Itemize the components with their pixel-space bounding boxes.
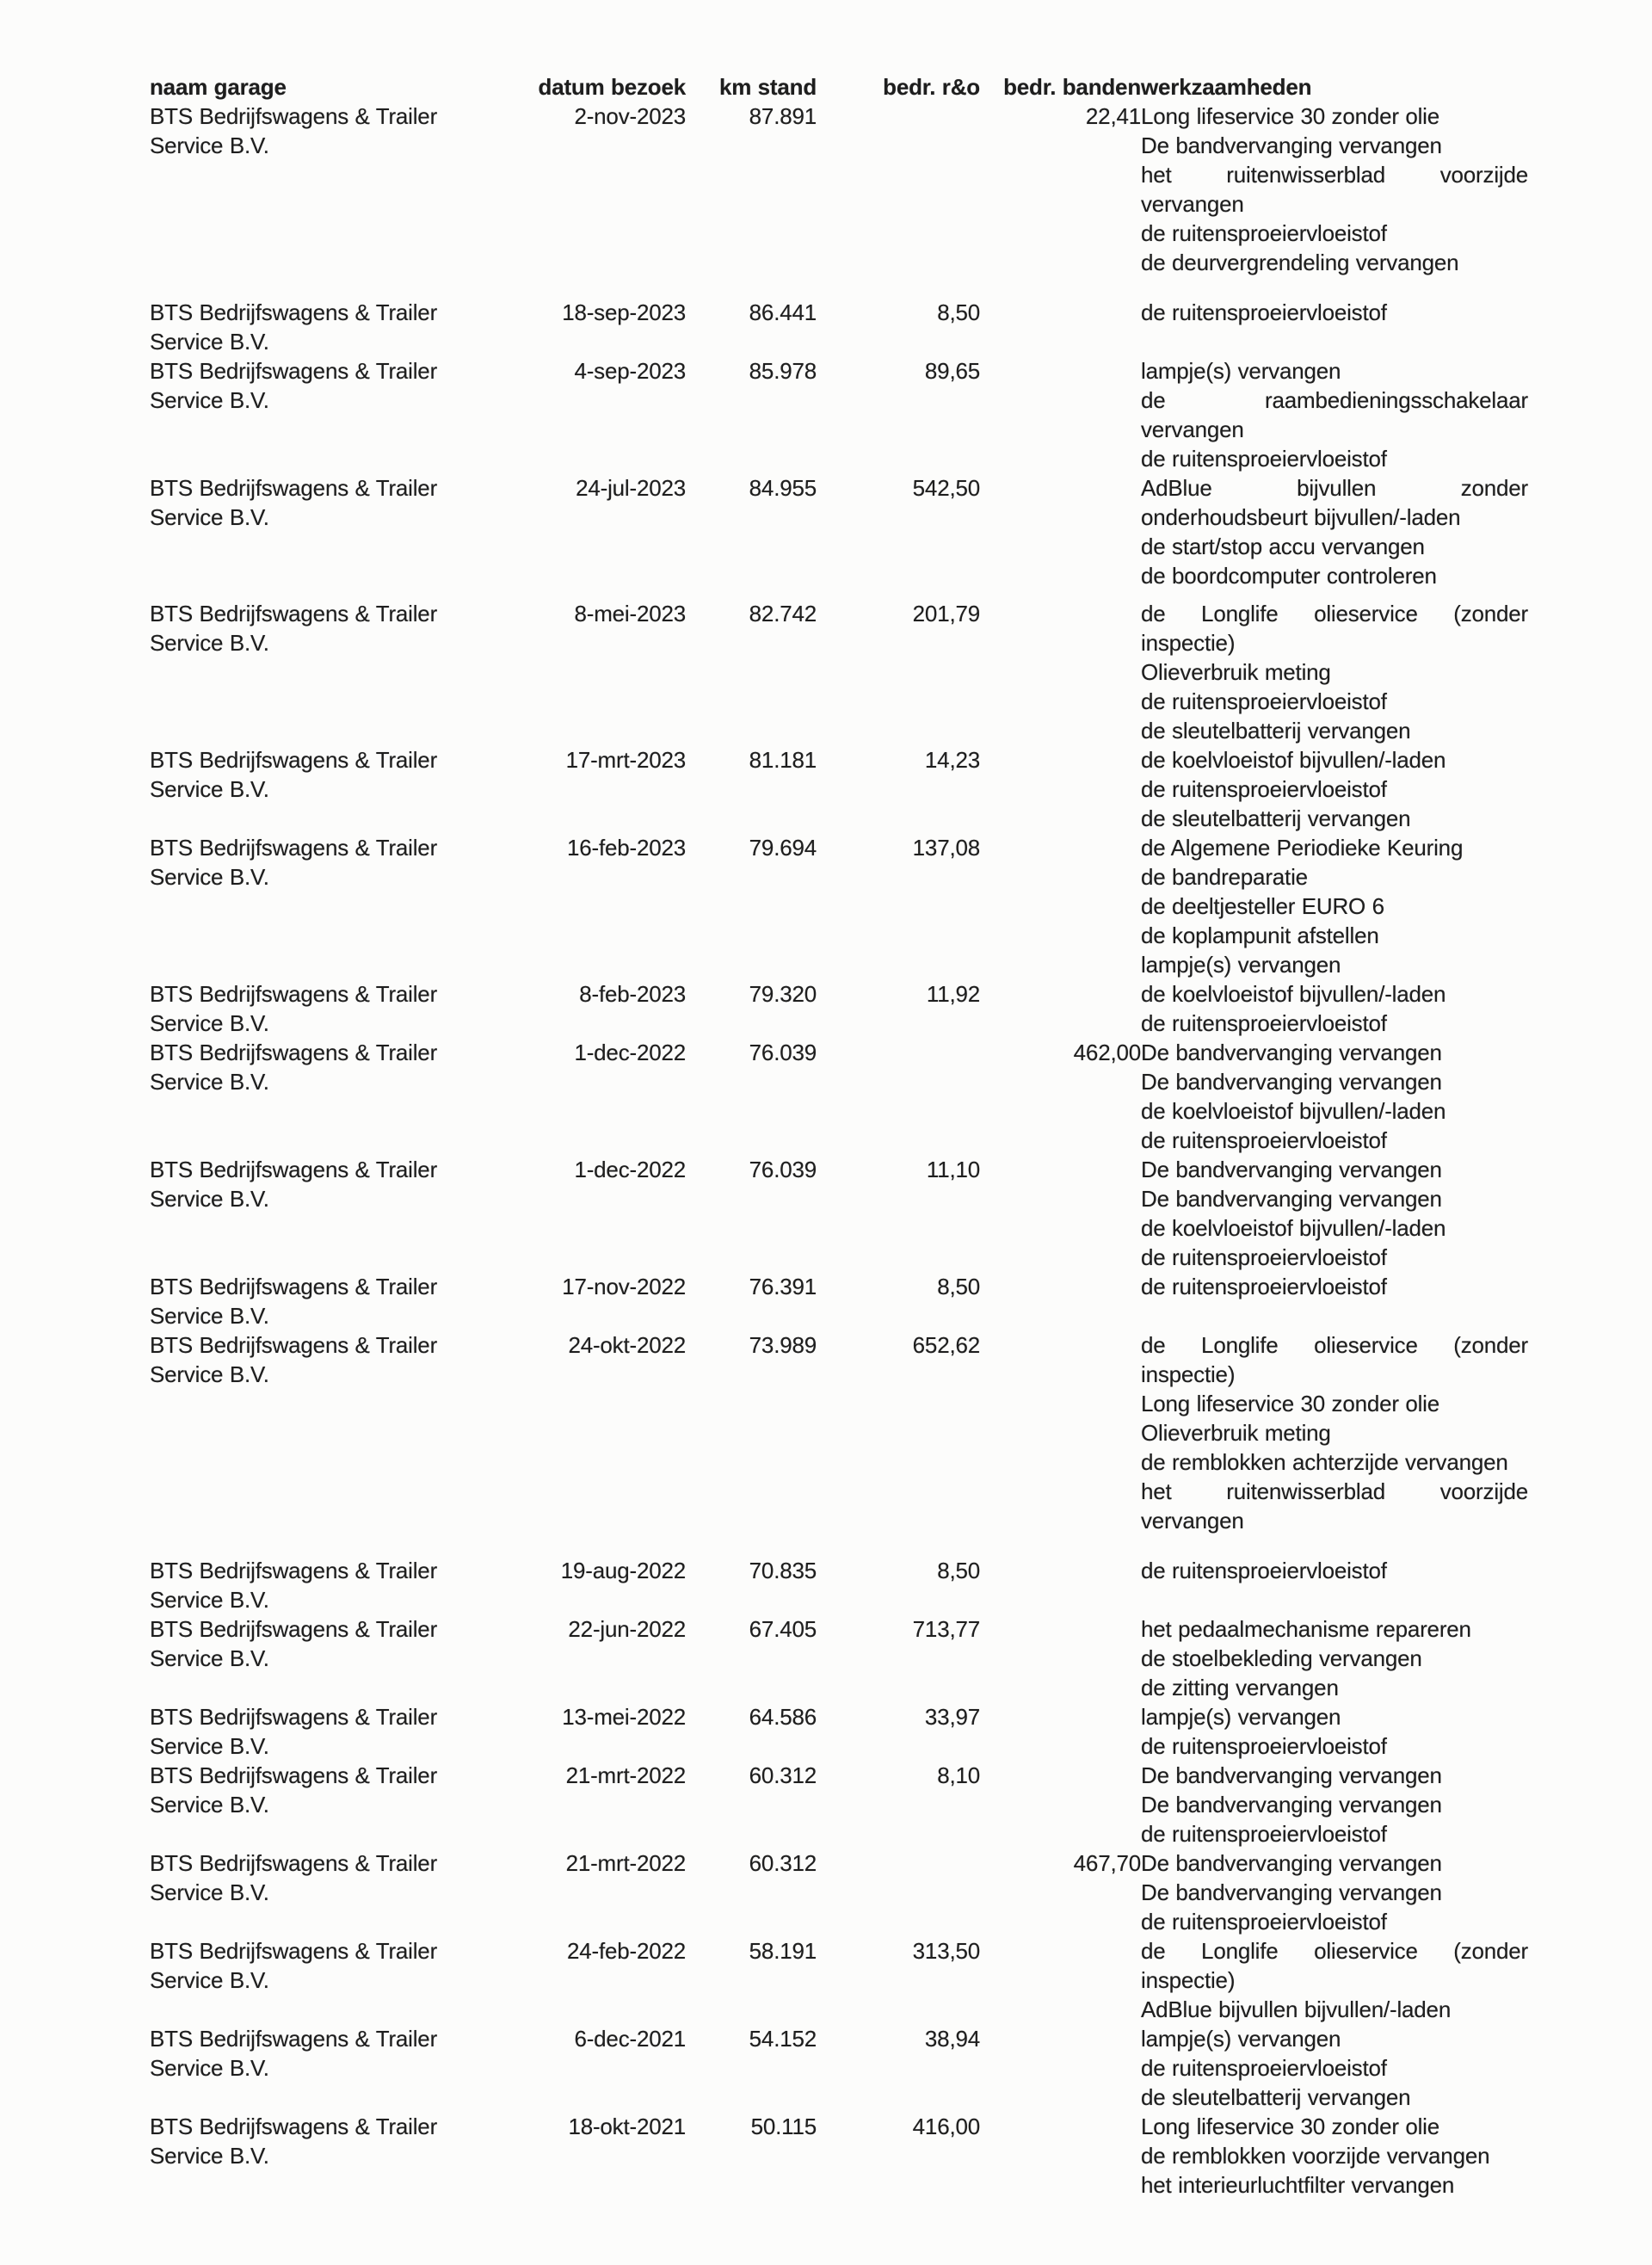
amount-tyres: 462,00	[1073, 1040, 1141, 1065]
amount-tyres	[980, 1155, 1141, 1272]
work-item: de sleutelbatterij vervangen	[1141, 805, 1411, 831]
garage-name: BTS Bedrijfswagens & Trailer Service B.V.	[150, 1938, 438, 1993]
work-item: de koelvloeistof bijvullen/-laden	[1141, 981, 1446, 1007]
amount-tyres: 22,41	[1085, 103, 1141, 129]
work-item: de ruitensproeiervloeistof	[1141, 1010, 1387, 1036]
visit-date: 18-sep-2023	[562, 299, 686, 325]
work-item: de koelvloeistof bijvullen/-laden	[1141, 1215, 1446, 1241]
amount-tyres	[980, 1936, 1141, 2024]
table-row	[150, 102, 1528, 298]
amount-tyres	[980, 1614, 1141, 1702]
work-item: Long lifeservice 30 zonder olie	[1141, 103, 1440, 129]
visit-date: 24-feb-2022	[566, 1938, 686, 1964]
table-row	[150, 1761, 1528, 1848]
amount-tyres	[980, 745, 1141, 833]
column-header-amount-ro: bedr. r&o	[883, 74, 980, 100]
amount-tyres	[980, 298, 1141, 356]
garage-name: BTS Bedrijfswagens & Trailer Service B.V.	[150, 358, 438, 413]
km-reading: 85.978	[749, 358, 817, 384]
work-item: de ruitensproeiervloeistof	[1141, 446, 1387, 472]
work-items	[1141, 1155, 1528, 1272]
garage-name: BTS Bedrijfswagens & Trailer Service B.V.	[150, 1762, 438, 1818]
table-row	[150, 833, 1528, 979]
work-item: De bandvervanging vervangen	[1141, 1879, 1442, 1905]
garage-name: BTS Bedrijfswagens & Trailer Service B.V.	[150, 103, 438, 158]
work-item: de zitting vervangen	[1141, 1675, 1339, 1700]
amount-tyres	[980, 833, 1141, 979]
visit-date: 21-mrt-2022	[565, 1762, 686, 1788]
work-item: de ruitensproeiervloeistof	[1141, 2055, 1387, 2081]
work-item: lampje(s) vervangen	[1141, 1704, 1341, 1730]
table-row	[150, 1155, 1528, 1272]
amount-ro: 38,94	[924, 2026, 980, 2052]
work-item: AdBlue bijvullen zonder onderhoudsbeurt bijvullen/-laden	[1141, 475, 1528, 530]
work-item: de sleutelbatterij vervangen	[1141, 2084, 1411, 2110]
work-items	[1141, 1272, 1528, 1330]
km-reading: 76.391	[749, 1274, 817, 1299]
work-item: de remblokken voorzijde vervangen	[1141, 2143, 1490, 2169]
work-item: De bandvervanging vervangen	[1141, 1186, 1442, 1212]
amount-ro: 313,50	[912, 1938, 980, 1964]
column-header-visit-date: datum bezoek	[538, 74, 686, 100]
visit-date: 16-feb-2023	[566, 835, 686, 861]
work-item: de ruitensproeiervloeistof	[1141, 1127, 1387, 1153]
amount-tyres	[980, 1702, 1141, 1761]
garage-name: BTS Bedrijfswagens & Trailer Service B.V.	[150, 1332, 438, 1387]
work-item: de koelvloeistof bijvullen/-laden	[1141, 747, 1446, 773]
visit-date: 24-okt-2022	[568, 1332, 686, 1358]
work-item: De bandvervanging vervangen	[1141, 1792, 1442, 1818]
km-reading: 50.115	[750, 2114, 817, 2139]
amount-ro: 8,50	[937, 1558, 980, 1583]
garage-name: BTS Bedrijfswagens & Trailer Service B.V.	[150, 475, 438, 530]
work-item: lampje(s) vervangen	[1141, 2026, 1341, 2052]
visit-date: 6-dec-2021	[574, 2026, 686, 2052]
visit-date: 4-sep-2023	[574, 358, 686, 384]
column-header-km: km stand	[718, 74, 817, 100]
km-reading: 82.742	[749, 601, 817, 626]
work-item: de remblokken achterzijde vervangen	[1141, 1449, 1508, 1475]
amount-ro: 542,50	[912, 475, 980, 501]
column-header-work: werkzaamheden	[1141, 74, 1312, 100]
work-item: Long lifeservice 30 zonder olie	[1141, 2114, 1440, 2139]
garage-name: BTS Bedrijfswagens & Trailer Service B.V.	[150, 1274, 438, 1329]
amount-tyres	[980, 599, 1141, 745]
km-reading: 76.039	[749, 1040, 817, 1065]
work-items	[1141, 102, 1528, 298]
amount-ro	[817, 1038, 980, 1155]
work-item: de ruitensproeiervloeistof	[1141, 776, 1387, 802]
work-item: de koplampunit afstellen	[1141, 923, 1379, 948]
amount-ro	[817, 102, 980, 298]
km-reading: 60.312	[749, 1850, 817, 1876]
amount-ro: 201,79	[912, 601, 980, 626]
work-item: De bandvervanging vervangen	[1141, 133, 1442, 158]
garage-name: BTS Bedrijfswagens & Trailer Service B.V.	[150, 1704, 438, 1759]
table-row	[150, 979, 1528, 1038]
work-items	[1141, 473, 1528, 599]
km-reading: 60.312	[749, 1762, 817, 1788]
work-items	[1141, 833, 1528, 979]
visit-date: 21-mrt-2022	[565, 1850, 686, 1876]
visit-date: 22-jun-2022	[568, 1616, 686, 1642]
amount-tyres	[980, 356, 1141, 473]
visit-date: 8-mei-2023	[574, 601, 686, 626]
visit-date: 2-nov-2023	[574, 103, 686, 129]
table-row	[150, 298, 1528, 356]
visit-date: 24-jul-2023	[576, 475, 686, 501]
work-item: de Longlife olieservice (zonder inspectie)	[1141, 1332, 1528, 1387]
amount-ro: 416,00	[912, 2114, 980, 2139]
visit-date: 18-okt-2021	[568, 2114, 686, 2139]
amount-tyres	[980, 473, 1141, 599]
work-item: lampje(s) vervangen	[1141, 952, 1341, 978]
table-row	[150, 599, 1528, 745]
work-item: de Longlife olieservice (zonder inspectie)	[1141, 1938, 1528, 1993]
amount-ro: 11,92	[926, 981, 980, 1007]
work-items	[1141, 745, 1528, 833]
work-items	[1141, 2112, 1528, 2200]
table-row	[150, 1272, 1528, 1330]
work-item: de deeltjesteller EURO 6	[1141, 893, 1384, 919]
garage-name: BTS Bedrijfswagens & Trailer Service B.V.	[150, 2026, 438, 2081]
km-reading: 86.441	[749, 299, 817, 325]
km-reading: 84.955	[749, 475, 817, 501]
work-items	[1141, 1702, 1528, 1761]
work-item: de ruitensproeiervloeistof	[1141, 220, 1387, 246]
work-item: de koelvloeistof bijvullen/-laden	[1141, 1098, 1446, 1124]
km-reading: 70.835	[749, 1558, 817, 1583]
work-item: AdBlue bijvullen bijvullen/-laden	[1141, 1997, 1452, 2022]
table-header-row	[150, 72, 1528, 102]
km-reading: 64.586	[749, 1704, 817, 1730]
amount-ro: 8,50	[937, 1274, 980, 1299]
garage-name: BTS Bedrijfswagens & Trailer Service B.V.	[150, 1157, 438, 1212]
visit-date: 1-dec-2022	[574, 1157, 686, 1182]
work-item: de ruitensproeiervloeistof	[1141, 1821, 1387, 1847]
garage-name: BTS Bedrijfswagens & Trailer Service B.V.	[150, 747, 438, 802]
garage-name: BTS Bedrijfswagens & Trailer Service B.V.	[150, 1616, 438, 1671]
table-row	[150, 745, 1528, 833]
amount-tyres	[980, 1761, 1141, 1848]
garage-name: BTS Bedrijfswagens & Trailer Service B.V.	[150, 835, 438, 890]
visit-date: 17-mrt-2023	[565, 747, 686, 773]
work-item: het pedaalmechanisme repareren	[1141, 1616, 1471, 1642]
work-item: lampje(s) vervangen	[1141, 358, 1341, 384]
table-row	[150, 1702, 1528, 1761]
km-reading: 87.891	[749, 103, 817, 129]
work-item: de deurvergrendeling vervangen	[1141, 250, 1459, 275]
work-item: de Longlife olieservice (zonder inspectie)	[1141, 601, 1528, 656]
work-items	[1141, 599, 1528, 745]
work-items	[1141, 356, 1528, 473]
garage-name: BTS Bedrijfswagens & Trailer Service B.V.	[150, 1850, 438, 1905]
amount-tyres	[980, 2024, 1141, 2112]
work-item: de boordcomputer controleren	[1141, 563, 1437, 589]
work-item: De bandvervanging vervangen	[1141, 1850, 1442, 1876]
km-reading: 81.181	[749, 747, 817, 773]
garage-name: BTS Bedrijfswagens & Trailer Service B.V.	[150, 601, 438, 656]
table-row	[150, 1936, 1528, 2024]
work-item: de ruitensproeiervloeistof	[1141, 1558, 1387, 1583]
visit-date: 1-dec-2022	[574, 1040, 686, 1065]
amount-tyres	[980, 1556, 1141, 1614]
work-item: Olieverbruik meting	[1141, 659, 1331, 685]
garage-name: BTS Bedrijfswagens & Trailer Service B.V.	[150, 981, 438, 1036]
work-item: Olieverbruik meting	[1141, 1420, 1331, 1446]
work-item: het ruitenwisserblad voorzijde vervangen	[1141, 162, 1528, 217]
work-item: het ruitenwisserblad voorzijde vervangen	[1141, 1478, 1528, 1534]
work-item: de ruitensproeiervloeistof	[1141, 1733, 1387, 1759]
km-reading: 67.405	[749, 1616, 817, 1642]
work-items	[1141, 1556, 1528, 1614]
table-row	[150, 473, 1528, 599]
work-item: de sleutelbatterij vervangen	[1141, 718, 1411, 744]
km-reading: 79.320	[749, 981, 817, 1007]
work-item: de Algemene Periodieke Keuring	[1141, 835, 1464, 861]
amount-ro: 11,10	[926, 1157, 980, 1182]
amount-ro: 8,50	[937, 299, 980, 325]
km-reading: 58.191	[749, 1938, 817, 1964]
visit-date: 19-aug-2022	[560, 1558, 686, 1583]
km-reading: 73.989	[749, 1332, 817, 1358]
work-item: Long lifeservice 30 zonder olie	[1141, 1391, 1440, 1416]
table-row	[150, 2024, 1528, 2112]
garage-name: BTS Bedrijfswagens & Trailer Service B.V.	[150, 2114, 438, 2169]
amount-ro: 137,08	[912, 835, 980, 861]
amount-ro: 713,77	[912, 1616, 980, 1642]
table-row	[150, 2112, 1528, 2200]
garage-name: BTS Bedrijfswagens & Trailer Service B.V.	[150, 1558, 438, 1613]
km-reading: 76.039	[749, 1157, 817, 1182]
km-reading: 54.152	[749, 2026, 817, 2052]
maintenance-history-table	[150, 72, 1528, 2200]
work-item: de ruitensproeiervloeistof	[1141, 688, 1387, 714]
amount-ro: 14,23	[924, 747, 980, 773]
table-row	[150, 1038, 1528, 1155]
amount-ro: 652,62	[912, 1332, 980, 1358]
work-item: De bandvervanging vervangen	[1141, 1040, 1442, 1065]
garage-name: BTS Bedrijfswagens & Trailer Service B.V.	[150, 299, 438, 355]
visit-date: 13-mei-2022	[562, 1704, 686, 1730]
work-item: De bandvervanging vervangen	[1141, 1157, 1442, 1182]
work-items	[1141, 1936, 1528, 2024]
visit-date: 8-feb-2023	[579, 981, 686, 1007]
table-row	[150, 356, 1528, 473]
table-row	[150, 1330, 1528, 1556]
visit-date: 17-nov-2022	[562, 1274, 686, 1299]
work-item: de stoelbekleding vervangen	[1141, 1645, 1422, 1671]
work-item: de raambedieningsschakelaar vervangen	[1141, 387, 1528, 442]
amount-tyres	[980, 2112, 1141, 2200]
work-item: het interieurluchtfilter vervangen	[1141, 2172, 1455, 2198]
column-header-amount-tyres: bedr. banden	[1003, 74, 1141, 100]
km-reading: 79.694	[749, 835, 817, 861]
work-item: de ruitensproeiervloeistof	[1141, 1274, 1387, 1299]
work-item: de ruitensproeiervloeistof	[1141, 299, 1387, 325]
work-items	[1141, 1614, 1528, 1702]
work-items	[1141, 1038, 1528, 1155]
amount-ro	[817, 1848, 980, 1936]
work-items	[1141, 1330, 1528, 1556]
garage-name: BTS Bedrijfswagens & Trailer Service B.V.	[150, 1040, 438, 1095]
amount-ro: 33,97	[924, 1704, 980, 1730]
work-items	[1141, 1848, 1528, 1936]
work-items	[1141, 298, 1528, 356]
amount-ro: 89,65	[924, 358, 980, 384]
work-item: De bandvervanging vervangen	[1141, 1762, 1442, 1788]
amount-tyres	[980, 979, 1141, 1038]
work-item: de bandreparatie	[1141, 864, 1308, 890]
table-row	[150, 1556, 1528, 1614]
work-item: De bandvervanging vervangen	[1141, 1069, 1442, 1095]
column-header-garage: naam garage	[150, 74, 287, 100]
work-item: de ruitensproeiervloeistof	[1141, 1244, 1387, 1270]
work-items	[1141, 2024, 1528, 2112]
table-row	[150, 1614, 1528, 1702]
work-items	[1141, 979, 1528, 1038]
amount-ro: 8,10	[937, 1762, 980, 1788]
amount-tyres	[980, 1330, 1141, 1556]
work-item: de start/stop accu vervangen	[1141, 534, 1425, 559]
amount-tyres: 467,70	[1073, 1850, 1141, 1876]
work-items	[1141, 1761, 1528, 1848]
amount-tyres	[980, 1272, 1141, 1330]
work-item: de ruitensproeiervloeistof	[1141, 1909, 1387, 1935]
table-row	[150, 1848, 1528, 1936]
